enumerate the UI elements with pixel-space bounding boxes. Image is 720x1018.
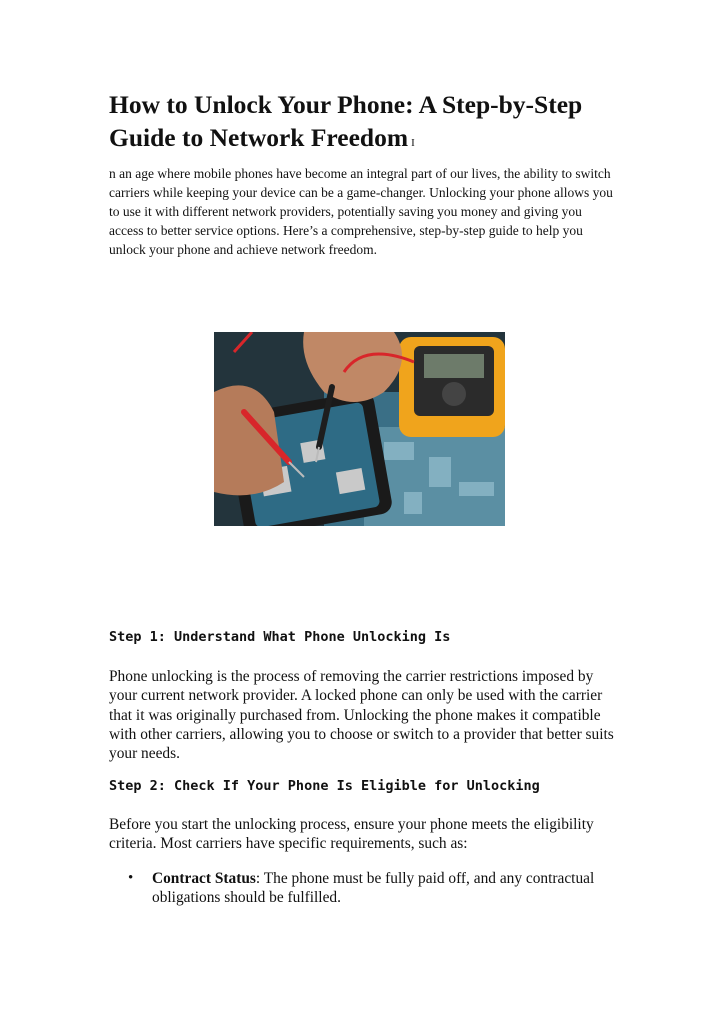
step-2-heading: Step 2: Check If Your Phone Is Eligible for Unlocking bbox=[109, 778, 540, 794]
list-item bbox=[109, 869, 629, 908]
article-title-text: How to Unlock Your Phone: A Step-by-Step Guide to Network Freedom bbox=[109, 90, 583, 152]
phone-repair-photo bbox=[214, 332, 505, 526]
list-item-label: Contract Status bbox=[152, 870, 256, 887]
article-title bbox=[109, 88, 649, 160]
step-1-body: Phone unlocking is the process of removing the carrier restrictions imposed by your current network provider. A locked phone can only be used with the carrier that it was originally purchased from. Unlocking the phone makes it compatible with other carriers, allowing you to choose or switch to a provider that better suits your needs. bbox=[109, 668, 614, 763]
bullet-icon: • bbox=[128, 870, 134, 886]
eligibility-list bbox=[109, 869, 629, 908]
step-1-heading: Step 1: Understand What Phone Unlocking Is bbox=[109, 629, 451, 645]
list-item-text: : The phone must be fully paid off, and any contractual obligations should be fulfilled. bbox=[152, 870, 595, 907]
step-2-body: Before you start the unlocking process, ensure your phone meets the eligibility criteria. Most carriers have specific requirements, such as: bbox=[109, 816, 594, 853]
intro-paragraph: n an age where mobile phones have become an integral part of our lives, the ability to switch carriers while keeping your device can be a game-changer. Unlocking your phone allows you to use it with different network providers, potentially saving you money and giving you access to better service options. Here’s a comprehensive, step-by-step guide to help you unlock your phone and achieve network freedom. bbox=[109, 166, 613, 257]
title-dropcap-letter: I bbox=[411, 137, 415, 149]
